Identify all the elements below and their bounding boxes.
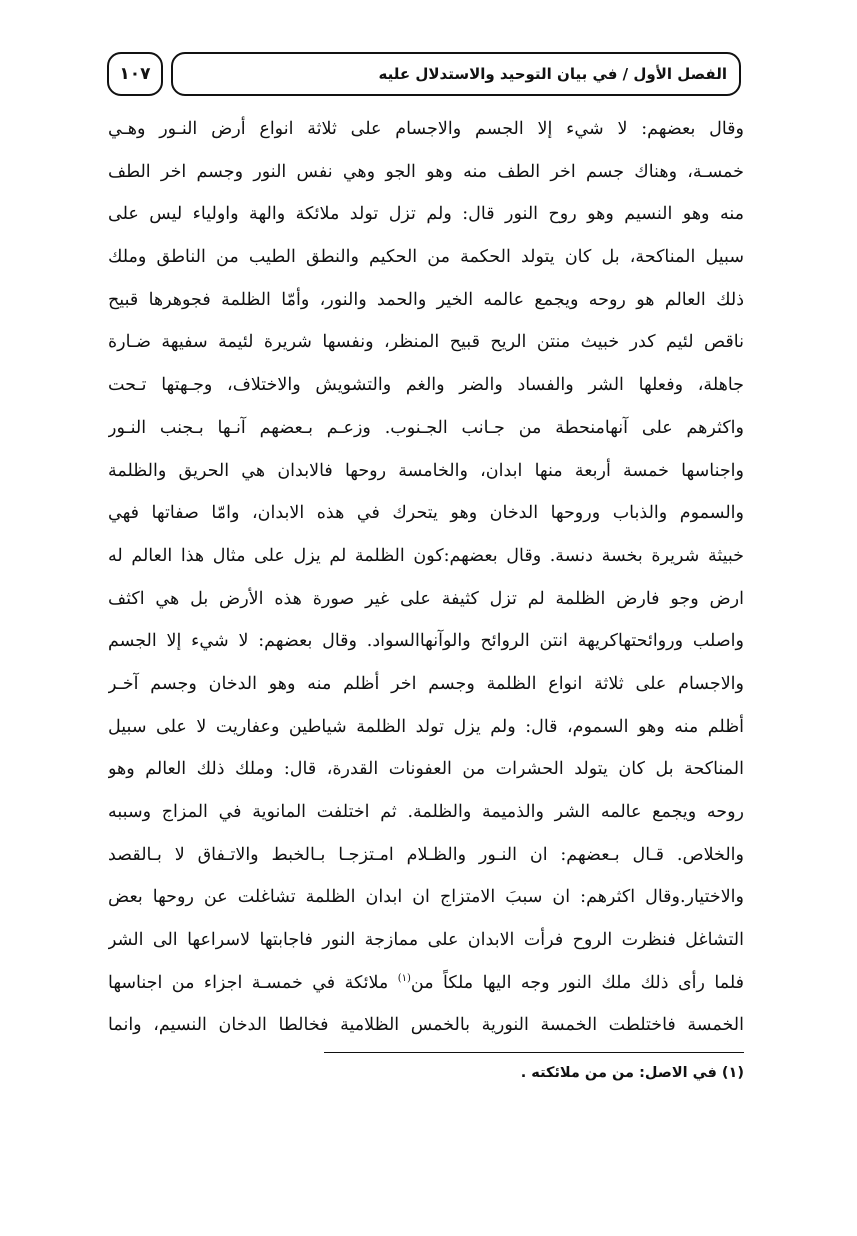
main-text <box>108 108 744 1047</box>
text-line: الخمسة فاختلطت الخمسة النورية بالخمس الظلامية فخالطا الدخان النسيم، وانما <box>108 1015 744 1036</box>
text-line: المناكحة بل كان يتولد الحشرات من العفونات القدرة، قال: وملك ذلك العالم وهو <box>108 759 744 780</box>
text-line: ذلك العالم هو روحه ويجمع عالمه الخير والحمد والنور، وأمّا الظلمة فجوهرها قبيح <box>108 289 744 310</box>
text-line: خمسـة، وهناك جسم اخر الطف منه وهو الجو وهي نفس النور وجسم اخر الطف <box>108 161 744 182</box>
text-line: والاجسام على ثلاثة انواع الظلمة وجسم اخر أظلم منه وهو الدخان وجسم آخـر <box>108 673 744 694</box>
text-line: سبيل المناكحة، بل كان يتولد الحكمة من الحكيم والنطق الطيب من الناطق وملك <box>108 247 744 268</box>
page-header <box>107 52 741 98</box>
chapter-title: الفصل الأول / في بيان التوحيد والاستدلال عليه <box>171 52 741 96</box>
text-line: أظلم منه وهو السموم، قال: ولم يزل تولد الظلمة شياطين وعفاريت لا على سبيل <box>108 716 744 737</box>
text-line: واكثرهم على آنهامنحطة من جـانب الجـنوب. وزعـم بـعضهم آنـها بـجنب النـور <box>108 417 744 438</box>
text-line: روحه ويجمع عالمه الشر والذميمة والظلمة. ثم اختلفت المانوية في المزاج وسببه <box>108 802 744 822</box>
text-line: والسموم والذباب وروحها الدخان وهو يتحرك في هذه الابدان، وامّا صفاتها فهي <box>108 503 744 524</box>
text-line: ناقص لئيم كدر خبيث منتن الريح قبيح المنظر، ونفسها شريرة لئيمة سفيهة ضـارة <box>108 332 744 353</box>
page-number: ١٠٧ <box>107 52 163 96</box>
footnote-divider <box>324 1052 744 1053</box>
text-line: منه وهو النسيم وهو روح النور قال: ولم تزل تولد ملائكة والهة واولياء ليس على <box>108 204 744 225</box>
text-segment: فلما رأى ذلك ملك النور وجه اليها ملكاً من <box>410 972 744 993</box>
text-line-with-footnote-ref <box>108 962 744 1005</box>
text-line: ارض وجو فارض الظلمة لم تزل كثيفة على غير صورة هذه الأرض بل هي اكثف <box>108 588 744 609</box>
text-line: وقال بعضهم: لا شيء إلا الجسم والاجسام على ثلاثة انواع أرض النـور وهـي <box>108 119 744 139</box>
text-line: جاهلة، وفعلها الشر والفساد والضر والغم والتشويش والاختلاف، وجـهتها تـحت <box>108 375 744 396</box>
text-line: خبيثة شريرة بخسة دنسة. وقال بعضهم:كون الظلمة لم يزل على مثال هذا العالم له <box>108 545 744 566</box>
text-line: والاختيار.وقال اكثرهم: ان سببَ الامتزاج ان ابدان الظلمة تشاغلت عن روحها بعض <box>108 887 744 908</box>
footnote-marker: (١) <box>397 972 411 984</box>
text-line: والخلاص. قـال بـعضهم: ان النـور والظـلام امـتزجـا بـالخبط والاتـفاق لا بـالقصد <box>108 844 744 865</box>
text-line: واجناسها خمسة أربعة منها ابدان، والخامسة روحها فالابدان هي الحريق والظلمة <box>108 460 744 481</box>
footnote: (١) في الاصل: من من ملائكته . <box>520 1065 744 1081</box>
text-segment: ملائكة في خمسـة اجزاء من اجناسها <box>108 972 398 993</box>
text-line: التشاغل فنظرت الروح فرأت الابدان على ممازجة النور فاجابتها لاسراعها الى الشر <box>108 930 744 951</box>
text-line: واصلب وروائحتهاكريهة انتن الروائح والوآنهاالسواد. وقال بعضهم: لا شيء إلا الجسم <box>108 631 744 652</box>
